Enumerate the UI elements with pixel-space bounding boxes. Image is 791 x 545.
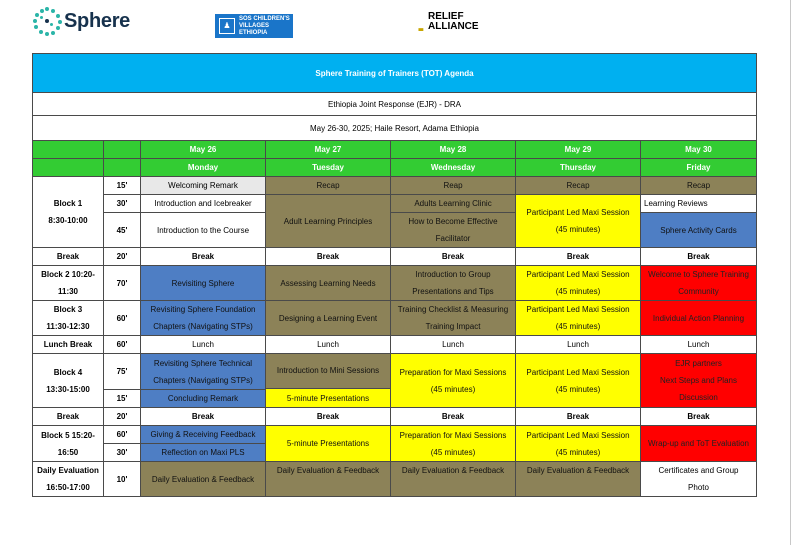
block-name: Block 2 10:20- (41, 270, 95, 279)
date-header: May 29 (516, 141, 641, 159)
duration-cell: 20' (104, 248, 141, 266)
header-blank (104, 159, 141, 177)
break-cell: Break (391, 248, 516, 266)
session-cell: Reflection on Maxi PLS (141, 444, 266, 462)
session-line: Preparation for Maxi Sessions (399, 430, 507, 440)
session-cell: Recap (516, 177, 641, 195)
break-cell: Break (266, 408, 391, 426)
session-line: Training Impact (425, 322, 481, 331)
table-row (33, 248, 757, 266)
date-header: May 26 (141, 141, 266, 159)
break-cell: Break (141, 408, 266, 426)
sos-logo-line: ETHIOPIA (239, 29, 268, 36)
break-label: Break (33, 408, 104, 426)
block-name: Block 3 (53, 305, 83, 314)
break-cell: Break (516, 248, 641, 266)
session-cell: Assessing Learning Needs (266, 266, 391, 301)
session-line: Introduction to Group (415, 270, 491, 279)
session-line: EJR partners (675, 359, 722, 368)
block-time: 13:30-15:00 (46, 384, 90, 394)
block-4-label (33, 354, 104, 408)
break-cell: Break (266, 248, 391, 266)
session-line: Next Steps and Plans (660, 376, 737, 385)
sphere-logo-text: Sphere (64, 9, 131, 32)
session-line: Participant Led Maxi Session (526, 208, 630, 217)
block-time: 16:50 (57, 447, 79, 457)
session-line: Preparation for Maxi Sessions (399, 367, 507, 377)
session-line: Chapters (Navigating STPs) (153, 375, 253, 385)
session-line: Photo (688, 483, 709, 492)
session-cell: 5-minute Presentations (266, 389, 391, 408)
session-cell: Introduction to the Course (141, 213, 266, 248)
day-header: Thursday (516, 159, 641, 177)
duration-cell: 30' (104, 444, 141, 462)
session-cell (516, 266, 641, 301)
session-line: Revisiting Sphere Technical (153, 358, 253, 368)
duration-cell: 60' (104, 301, 141, 336)
duration-cell: 20' (104, 408, 141, 426)
session-cell: Giving & Receiving Feedback (141, 426, 266, 444)
session-cell (391, 213, 516, 248)
session-line: Facilitator (435, 234, 471, 243)
session-cell: Introduction to Mini Sessions (266, 354, 391, 389)
session-cell: Learning Reviews (641, 195, 757, 213)
lunch-cell: Lunch (391, 336, 516, 354)
session-cell: Reap (391, 177, 516, 195)
date-header: May 28 (391, 141, 516, 159)
session-line: Welcome to Sphere Training (648, 270, 749, 279)
session-cell (516, 354, 641, 408)
agenda-subtitle: Ethiopia Joint Response (EJR) - DRA (33, 93, 757, 116)
session-cell (141, 301, 266, 336)
session-line: Participant Led Maxi Session (526, 305, 630, 314)
lunch-cell: Lunch (141, 336, 266, 354)
relief-logo-line: RELIEF (428, 11, 464, 22)
sos-logo-line: SOS CHILDREN'S (239, 15, 290, 22)
session-line: (45 minutes) (555, 287, 601, 296)
table-row (33, 426, 757, 444)
session-line: (45 minutes) (555, 447, 601, 457)
table-row (33, 213, 757, 248)
relief-logo-line: ALLIANCE (428, 21, 479, 32)
table-row (33, 462, 757, 497)
break-cell: Break (391, 408, 516, 426)
session-line: (45 minutes) (555, 322, 601, 331)
table-row (33, 354, 757, 389)
session-line: Participant Led Maxi Session (526, 430, 630, 440)
block-name: Block 5 15:20- (41, 430, 95, 440)
session-cell: Introduction and Icebreaker (141, 195, 266, 213)
session-cell: Daily Evaluation & Feedback (516, 462, 641, 497)
date-header: May 30 (641, 141, 757, 159)
session-cell (516, 301, 641, 336)
table-row (33, 266, 757, 301)
duration-cell: 60' (104, 426, 141, 444)
table-row (33, 301, 757, 336)
date-header: May 27 (266, 141, 391, 159)
break-label: Break (33, 248, 104, 266)
lunch-cell: Lunch (516, 336, 641, 354)
session-cell (641, 462, 757, 497)
session-cell: 5-minute Presentations (266, 426, 391, 462)
duration-cell: 30' (104, 195, 141, 213)
session-cell: Daily Evaluation & Feedback (391, 462, 516, 497)
agenda-title: Sphere Training of Trainers (TOT) Agenda (33, 54, 757, 93)
session-cell (141, 354, 266, 390)
session-cell: Recap (641, 177, 757, 195)
day-header: Friday (641, 159, 757, 177)
table-row (33, 408, 757, 426)
session-cell (516, 195, 641, 248)
session-line: (45 minutes) (430, 384, 476, 394)
session-line: Revisiting Sphere Foundation (150, 305, 256, 314)
session-line: Training Checklist & Measuring (397, 305, 509, 314)
duration-cell: 15' (104, 390, 141, 408)
duration-cell: 60' (104, 336, 141, 354)
session-line: (45 minutes) (430, 447, 476, 457)
header-blank (33, 159, 104, 177)
block-time: 16:50-17:00 (46, 483, 90, 492)
break-cell: Break (141, 248, 266, 266)
session-cell: Designing a Learning Event (266, 301, 391, 336)
block-time: 8:30-10:00 (48, 216, 88, 225)
date-header-row (33, 141, 757, 159)
lunch-cell: Lunch (641, 336, 757, 354)
duration-cell: 45' (104, 213, 141, 248)
daily-evaluation-label (33, 462, 104, 497)
break-cell: Break (516, 408, 641, 426)
block-name: Block 1 (53, 199, 83, 208)
duration-cell: 70' (104, 266, 141, 301)
sos-family-icon: ♟ (219, 18, 235, 34)
session-cell: Recap (266, 177, 391, 195)
block-2-label (33, 266, 104, 301)
session-line: Participant Led Maxi Session (526, 367, 630, 377)
table-row (33, 336, 757, 354)
agenda-dates-location: May 26-30, 2025; Haile Resort, Adama Ethiopia (33, 116, 757, 141)
session-line: Community (678, 287, 719, 296)
header-blank (104, 141, 141, 159)
session-cell: Concluding Remark (141, 390, 266, 408)
duration-cell: 15' (104, 177, 141, 195)
block-1-label (33, 177, 104, 248)
session-line: (45 minutes) (555, 384, 601, 394)
session-cell (391, 266, 516, 301)
relief-alliance-logo (418, 12, 479, 32)
table-row (33, 177, 757, 195)
session-line: Participant Led Maxi Session (526, 270, 630, 279)
session-line: Presentations and Tips (412, 287, 494, 296)
header-blank (33, 141, 104, 159)
table-row (33, 195, 757, 213)
session-cell (391, 426, 516, 462)
sphere-logo (32, 6, 130, 36)
relief-side-mark: █ (418, 28, 423, 31)
day-header-row (33, 159, 757, 177)
session-cell (391, 354, 516, 408)
lunch-label: Lunch Break (33, 336, 104, 354)
break-cell: Break (641, 408, 757, 426)
session-cell: Wrap-up and ToT Evaluation (641, 426, 757, 462)
block-5-label (33, 426, 104, 462)
sphere-dots-icon (32, 6, 62, 36)
session-line: (45 minutes) (555, 225, 601, 234)
day-header: Wednesday (391, 159, 516, 177)
session-line: Discussion (679, 393, 718, 402)
block-name: Daily Evaluation (37, 466, 99, 475)
block-time: 11:30-12:30 (46, 322, 90, 331)
session-cell: Welcoming Remark (141, 177, 266, 195)
session-line: Certificates and Group (658, 466, 739, 475)
session-cell (516, 426, 641, 462)
block-3-label (33, 301, 104, 336)
lunch-cell: Lunch (266, 336, 391, 354)
break-cell: Break (641, 248, 757, 266)
sos-logo-line: VILLAGES (239, 22, 270, 29)
session-cell: Daily Evaluation & Feedback (266, 462, 391, 497)
day-header: Monday (141, 159, 266, 177)
block-name: Block 4 (53, 367, 83, 377)
session-cell: Adult Learning Principles (266, 195, 391, 248)
session-cell (391, 301, 516, 336)
session-line: Chapters (Navigating STPs) (153, 322, 253, 331)
duration-cell: 75' (104, 354, 141, 390)
session-cell: Revisiting Sphere (141, 266, 266, 301)
session-cell: Individual Action Planning (641, 301, 757, 336)
session-cell: Sphere Activity Cards (641, 213, 757, 248)
session-cell (641, 354, 757, 408)
sos-logo (215, 14, 293, 38)
session-cell (641, 266, 757, 301)
block-time: 11:30 (57, 287, 79, 296)
day-header: Tuesday (266, 159, 391, 177)
session-line: How to Become Effective (408, 217, 498, 226)
duration-cell: 10' (104, 462, 141, 497)
agenda-table (32, 53, 757, 497)
logo-bar (0, 0, 791, 50)
session-cell: Adults Learning Clinic (391, 195, 516, 213)
session-cell: Daily Evaluation & Feedback (141, 462, 266, 497)
